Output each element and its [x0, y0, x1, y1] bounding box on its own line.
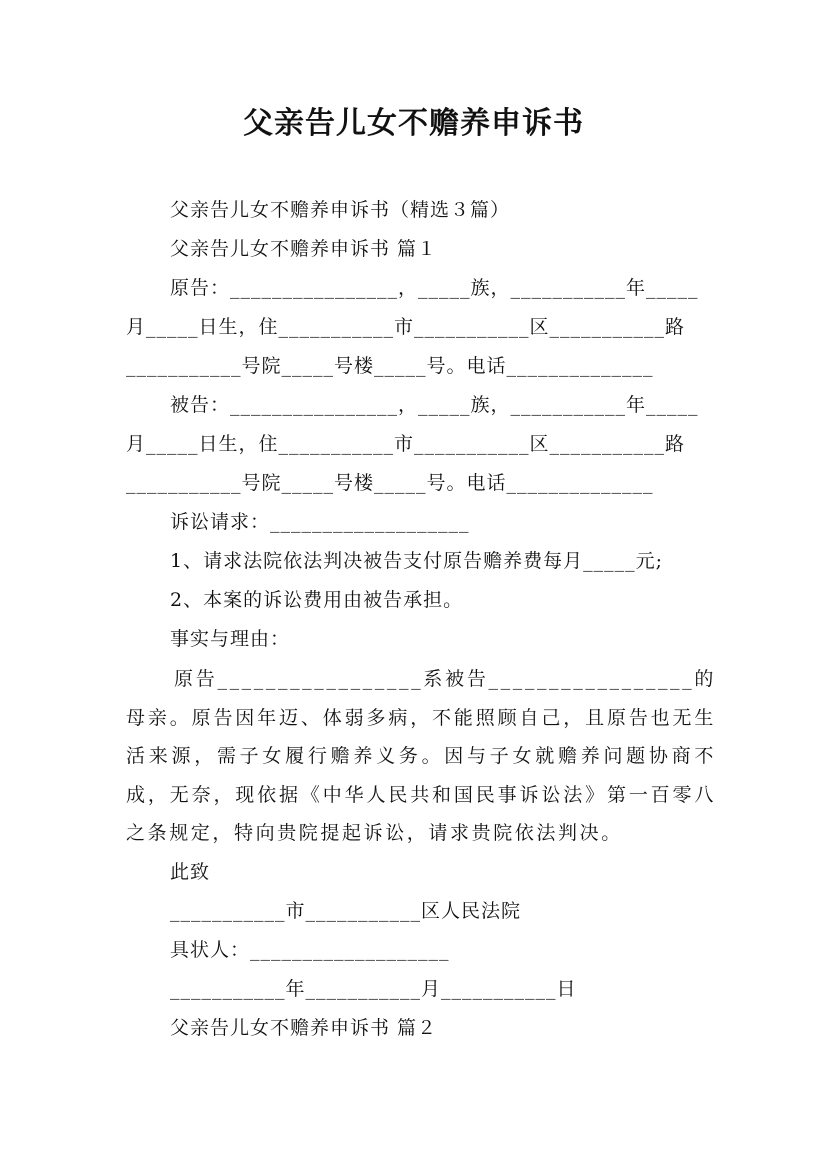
claim-item-1: 1、请求法院依法判决被告支付原告赡养费每月_____元;: [170, 550, 663, 572]
claim-item-2: 2、本案的诉讼费用由被告承担。: [170, 589, 464, 611]
plaintiff-line-2: 月_____日生，住___________市___________区___________路: [126, 316, 686, 338]
defendant-line-2: 月_____日生，住___________市___________区___________路: [126, 433, 686, 455]
defendant-line-3: ___________号院_____号楼_____号。电话______________: [126, 472, 654, 494]
defendant-line-1: 被告：________________，_____族，___________年_____: [170, 394, 699, 416]
claims-heading: 诉讼请求：___________________: [170, 511, 470, 533]
doc-subtitle: 父亲告儿女不赡养申诉书（精选３篇）: [170, 199, 511, 221]
plaintiff-line-1: 原告：________________，_____族，___________年_____: [170, 277, 699, 299]
signer-line: 具状人：___________________: [170, 939, 450, 961]
document-title: 父亲告儿女不赡养申诉书: [243, 106, 584, 141]
facts-heading: 事实与理由：: [170, 628, 291, 650]
facts-paragraph: 原告_________________系被告_________________的母亲。原告因年迈、体弱多病，不能照顾自己，且原告也无生活来源，需子女履行赡养义务。因与子女就赡养问题协商不成，无奈，现依据《中华人民共和国民事诉讼法》第一百零八之条规定，特向贵院提起诉讼，请求贵院依法判决。: [126, 668, 716, 845]
section-heading-2: 父亲告儿女不赡养申诉书 篇２: [170, 1017, 438, 1039]
closing-salutation: 此致: [170, 861, 211, 883]
court-name-line: ___________市___________区人民法院: [170, 900, 522, 922]
date-line: ___________年___________月___________日: [170, 978, 577, 1000]
section-heading-1: 父亲告儿女不赡养申诉书 篇１: [170, 238, 438, 260]
plaintiff-line-3: ___________号院_____号楼_____号。电话______________: [126, 355, 654, 377]
